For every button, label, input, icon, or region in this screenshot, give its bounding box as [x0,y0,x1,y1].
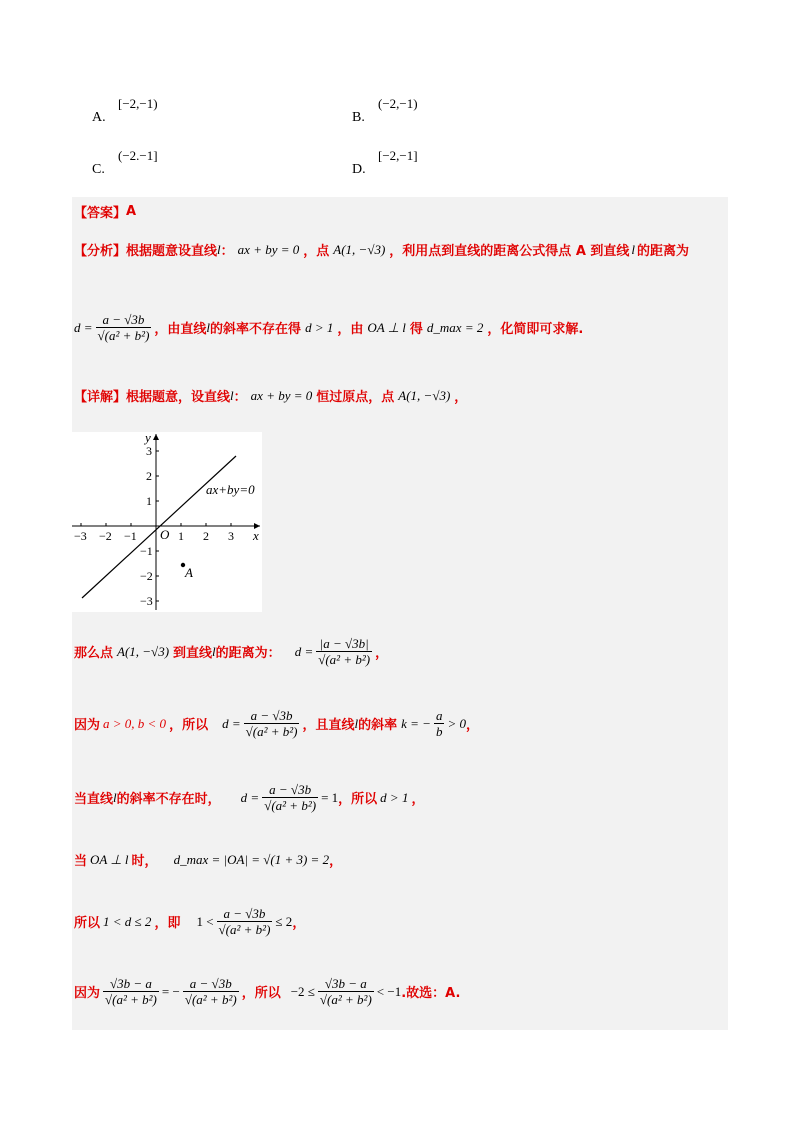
upper-bound: ≤ 2 [275,913,293,929]
analysis-text-7: ，由 [337,322,364,337]
sign-condition: a > 0, b < 0 [103,715,167,731]
analysis-tag: 【分析】 [74,244,127,259]
final-answer: .故选：A. [401,986,461,1001]
fraction-numerator: a − √3b [250,708,293,723]
distance-d: d = [294,643,314,659]
distance-fraction [217,906,273,937]
step-text: ， [329,854,343,869]
d-greater-1: d > 1 [305,319,334,335]
fraction-denominator: √(a² + b²) [318,652,371,667]
x-tick-label: −1 [124,529,137,543]
analysis-text-5: ，由直线 [154,322,207,337]
distance-d: d = [240,789,260,805]
y-tick-label: 1 [146,494,152,508]
step-text: 那么点 [74,646,114,661]
step-1 [74,636,388,667]
fraction-denominator: √(a² + b²) [319,992,372,1007]
fraction-numerator: a − √3b [102,312,145,327]
origin-label: O [160,527,170,542]
step-text: ，所以 [338,792,378,807]
option-d-value: [−2,−1] [378,148,418,163]
line-l [82,456,236,598]
detail-text-3: ， [454,390,468,405]
equals-one: = 1 [321,789,339,805]
fraction-numerator: a − √3b [223,906,266,921]
fraction-numerator: a [435,708,443,723]
option-b-label: B. [352,110,365,125]
oa-perp-l: OA ⊥ l [367,319,406,335]
distance-d: d = [222,715,241,731]
line-l-symbol: l [206,319,211,335]
step-text: 到直线 [173,646,213,661]
option-c-value: (−2.−1] [118,148,158,163]
fraction-numerator: √3b − a [324,976,367,991]
distance-fraction [244,708,300,739]
distance-fraction [96,312,152,343]
answer-value: A [126,204,137,219]
point-a-dot [181,563,185,567]
line-l-symbol: l [354,715,359,731]
line-label: ax+by=0 [206,482,255,497]
point-a: A(1, −√3) [117,643,170,659]
fraction-denominator: b [435,724,443,739]
line-equation: ax + by = 0 [237,241,300,257]
step-5 [74,906,305,937]
y-tick-label: −2 [140,569,153,583]
y-tick-label: −1 [140,544,153,558]
upper-bound: < −1 [376,983,402,999]
step-text: 的斜率 [358,718,398,733]
analysis-text-8: 得 [409,322,423,337]
y-axis-label: y [145,432,151,445]
detail-text-1: 根据题意，设直线 [126,390,231,405]
d-max-expression: d_max = |OA| = √(1 + 3) = 2 [173,851,330,867]
fraction-1 [103,976,159,1007]
step-text: ， [375,646,389,661]
fraction-3 [318,976,374,1007]
line-l-symbol: l [217,241,221,257]
y-axis-arrow [153,434,159,440]
analysis-line-2 [74,312,583,343]
step-text: 的斜率不存在时， [116,792,221,807]
analysis-text-1: 根据题意设直线 [126,244,218,259]
y-tick-label: 3 [146,444,152,458]
x-tick-label: 1 [178,529,184,543]
step-text: 当 [74,854,88,869]
analysis-text-2: ，点 [303,244,330,259]
d-max: d_max = 2 [426,319,484,335]
detail-tag: 【详解】 [74,390,127,405]
detail-text-2: 恒过原点，点 [316,390,395,405]
colon: ： [233,390,247,405]
x-tick-label: −2 [99,529,112,543]
analysis-text-6: 的斜率不存在得 [210,322,302,337]
step-text: ， [466,718,480,733]
fraction-denominator: √(a² + b²) [184,992,237,1007]
line-l-symbol: l [212,643,216,659]
line-l-symbol: l [631,241,636,257]
y-tick-label: 2 [146,469,152,483]
option-d-label: D. [352,162,366,177]
detail-line [74,386,467,405]
fraction-denominator: √(a² + b²) [264,798,317,813]
step-text: 因为 [74,718,101,733]
fraction-denominator: √(a² + b²) [218,922,271,937]
option-a-value: [−2,−1) [118,96,158,111]
colon: ： [220,244,234,259]
d-greater-1: d > 1 [380,789,409,805]
fraction-numerator: |a − √3b| [319,636,369,651]
distance-fraction [262,782,318,813]
answer-line [74,202,136,221]
line-l-symbol: l [230,387,234,403]
analysis-text-9: ，化简即可求解. [487,322,584,337]
option-c-label: C. [92,162,105,177]
equals-negative: = − [161,983,180,999]
x-tick-label: −3 [74,529,87,543]
distance-fraction [316,636,372,667]
slope-k: k = − [401,715,431,731]
option-a-label: A. [92,110,106,125]
point-a: A(1, −√3) [398,387,451,403]
fraction-numerator: √3b − a [109,976,152,991]
step-2 [74,708,479,739]
answer-tag: 【答案】 [74,206,127,221]
step-text: ，所以 [169,718,209,733]
step-3 [74,782,424,813]
slope-positive: > 0 [447,715,466,731]
step-text: 所以 [74,916,101,931]
d-range: 1 < d ≤ 2 [103,913,152,929]
x-tick-label: 3 [228,529,234,543]
line-l-symbol: l [113,789,117,805]
fraction-numerator: a − √3b [189,976,232,991]
fraction-2 [183,976,239,1007]
oa-perp-l: OA ⊥ l [90,851,129,867]
analysis-line-1 [74,240,689,259]
x-tick-label: 2 [203,529,209,543]
lower-bound: 1 < [196,913,214,929]
option-b-value: (−2,−1) [378,96,418,111]
step-text: 因为 [74,986,101,1001]
step-4 [74,850,342,869]
point-a: A(1, −√3) [333,241,386,257]
slope-fraction [434,708,445,739]
lower-bound: −2 ≤ [290,983,315,999]
step-text: 时， [131,854,158,869]
step-text: ， [292,916,306,931]
step-text: ，且直线 [302,718,355,733]
step-text: ， [411,792,425,807]
point-a-label: A [185,565,193,580]
analysis-text-3: ，利用点到直线的距离公式得点 A 到直线 [389,244,630,259]
fraction-denominator: √(a² + b²) [97,328,150,343]
y-tick-label: −3 [140,594,153,608]
analysis-text-4: 的距离为 [637,244,690,259]
step-6 [74,976,460,1007]
distance-d: d = [74,319,93,335]
fraction-denominator: √(a² + b²) [105,992,157,1007]
step-text: ，所以 [241,986,281,1001]
step-text: ，即 [154,916,181,931]
step-text: 当直线 [74,792,114,807]
line-equation: ax + by = 0 [250,387,313,403]
x-axis-label: x [253,528,259,543]
step-text: 的距离为： [215,646,281,661]
fraction-numerator: a − √3b [269,782,312,797]
fraction-denominator: √(a² + b²) [245,724,298,739]
coordinate-graph [72,432,262,612]
